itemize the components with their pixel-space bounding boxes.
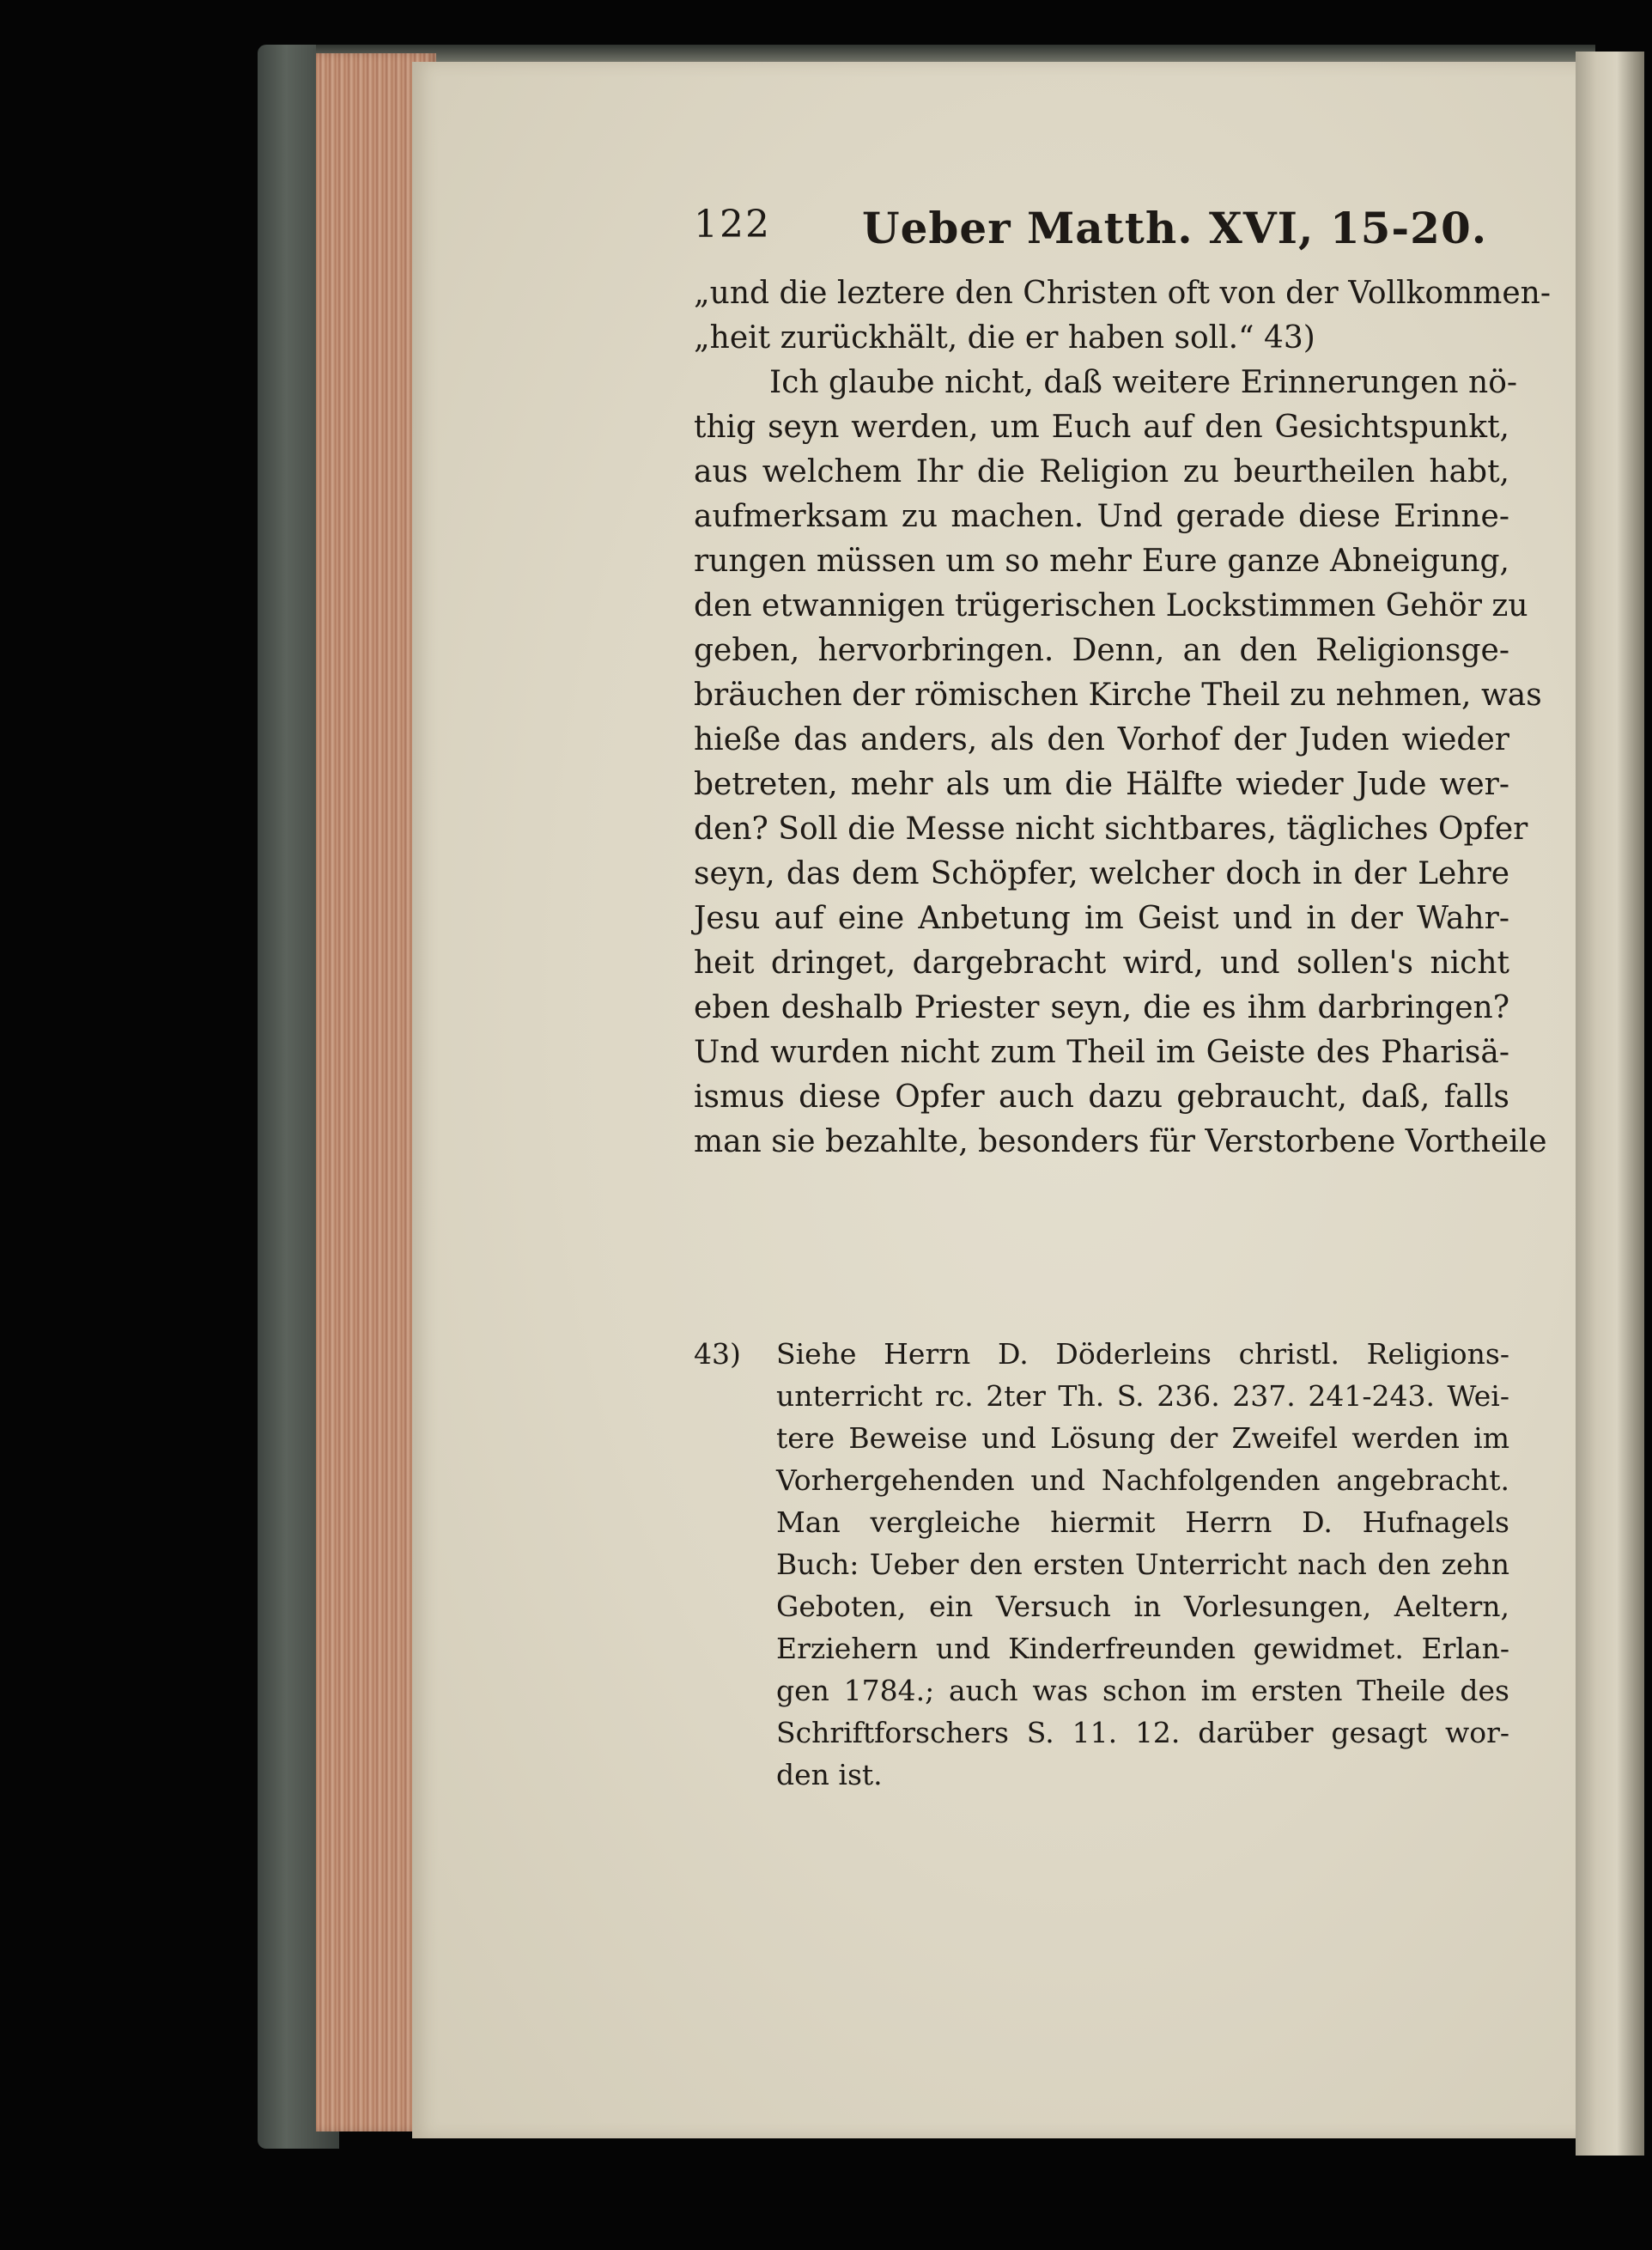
text-line: eben deshalb Priester seyn, die es ihm darbringen? [694, 990, 1509, 1025]
text-line: den? Soll die Messe nicht sichtbares, tägliches Opfer [694, 812, 1528, 847]
main-text-block [694, 203, 1551, 1165]
footnote-block [694, 1333, 1509, 1796]
footnote-line: unterricht rc. 2ter Th. S. 236. 237. 241-243. Wei- [776, 1379, 1509, 1413]
text-line: betreten, mehr als um die Hälfte wieder Jude wer- [694, 767, 1509, 802]
text-line: Und wurden nicht zum Theil im Geiste des Pharisä- [694, 1035, 1509, 1070]
page-number: 122 [694, 203, 771, 246]
text-line: Jesu auf eine Anbetung im Geist und in der Wahr- [694, 901, 1509, 936]
footnote-line: gen 1784.; auch was schon im ersten Theile des [776, 1674, 1509, 1707]
footnote-line: Vorhergehenden und Nachfolgenden angebracht. [776, 1463, 1509, 1497]
text-line: seyn, das dem Schöpfer, welcher doch in der Lehre [694, 856, 1509, 891]
text-line: hieße das anders, als den Vorhof der Juden wieder [694, 722, 1509, 757]
text-line: „heit zurückhält, die er haben soll.“ 43) [694, 320, 1315, 356]
text-line: Ich glaube nicht, daß weitere Erinnerungen nö- [769, 365, 1518, 400]
footnote-line: Man vergleiche hiermit Herrn D. Hufnagels [776, 1505, 1509, 1539]
footnote-line: Geboten, ein Versuch in Vorlesungen, Aeltern, [776, 1590, 1509, 1623]
footnote-number: 43) [694, 1337, 741, 1371]
text-line: ismus diese Opfer auch dazu gebraucht, daß, falls [694, 1079, 1509, 1115]
text-line: rungen müssen um so mehr Eure ganze Abneigung, [694, 544, 1509, 579]
running-head-title: Ueber Matth. XVI, 15-20. [862, 203, 1488, 253]
text-line: bräuchen der römischen Kirche Theil zu nehmen, was [694, 678, 1542, 713]
text-line: aus welchem Ihr die Religion zu beurtheilen habt, [694, 454, 1509, 490]
footnote-line: tere Beweise und Lösung der Zweifel werden im [776, 1421, 1509, 1455]
text-line: aufmerksam zu machen. Und gerade diese Erinne- [694, 499, 1509, 534]
text-line: man sie bezahlte, besonders für Verstorbene Vortheile [694, 1124, 1547, 1159]
text-line: „und die leztere den Christen oft von der Vollkommen- [694, 276, 1551, 311]
footnote-line [694, 1333, 1509, 1375]
text-line: geben, hervorbringen. Denn, an den Religionsge- [694, 633, 1509, 668]
text-line: thig seyn werden, um Euch auf den Gesichtspunkt, [694, 410, 1509, 445]
footnote-text: Siehe Herrn D. Döderleins christl. Religions- [776, 1337, 1509, 1371]
body-text [694, 271, 1551, 1165]
footnote-line: den ist. [776, 1758, 883, 1791]
footnote-line: Buch: Ueber den ersten Unterricht nach den zehn [776, 1548, 1509, 1581]
text-line: den etwannigen trügerischen Lockstimmen Gehör zu [694, 588, 1528, 623]
text-line: heit dringet, dargebracht wird, und sollen's nicht [694, 946, 1509, 981]
running-head [694, 203, 1509, 258]
book-gutter [1576, 52, 1644, 2156]
footnote-line: Schriftforschers S. 11. 12. darüber gesagt wor- [776, 1716, 1509, 1749]
footnote-line: Erziehern und Kinderfreunden gewidmet. Erlan- [776, 1632, 1509, 1665]
